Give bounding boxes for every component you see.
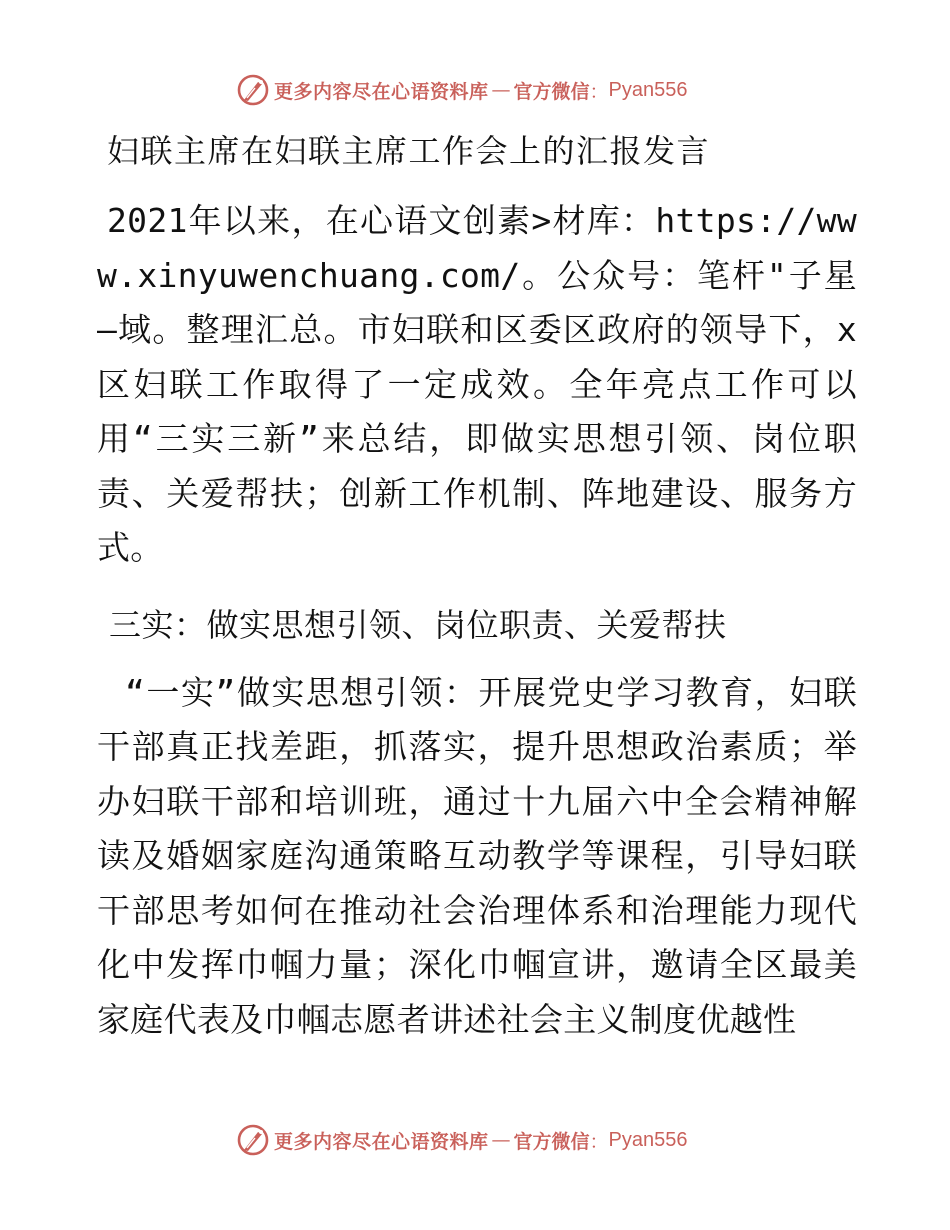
watermark-colon: ：: [589, 80, 609, 103]
header-watermark: [236, 72, 688, 108]
section-heading: 三实：做实思想引领、岗位职责、关爱帮扶: [109, 605, 727, 644]
watermark-account: Pyan556: [608, 78, 688, 101]
watermark-separator: —: [491, 1129, 511, 1151]
watermark-account: Pyan556: [608, 1128, 688, 1151]
watermark-separator: —: [491, 79, 511, 101]
watermark-slogan: 更多内容尽在心语资料库: [274, 80, 489, 103]
quill-logo-icon: [236, 1123, 270, 1157]
watermark-wechat-label: 官方微信: [513, 80, 590, 103]
document-title: 妇联主席在妇联主席工作会上的汇报发言: [107, 132, 711, 170]
watermark-wechat-label: 官方微信: [513, 1130, 590, 1153]
document-body: [97, 120, 857, 1047]
quill-logo-icon: [236, 73, 270, 107]
paragraph-first-point: “一实”做实思想引领：开展党史学习教育，妇联干部真正找差距，抓落实，提升思想政治素质；举办妇联干部和培训班，通过十九届六中全会精神解读及婚姻家庭沟通策略互动教学等课程，引导妇联干部思考如何在推动社会治理体系和治理能力现代化中发挥巾帼力量；深化巾帼宣讲，邀请全区最美家庭代表及巾帼志愿者讲述社会主义制度优越性: [97, 672, 857, 1039]
watermark-slogan: 更多内容尽在心语资料库: [274, 1130, 489, 1153]
watermark-colon: ：: [589, 1130, 609, 1153]
paragraph-intro: 2021年以来，在心语文创素>材库：https://www.xinyuwenchuang.com/。公众号：笔杆"子星—域。整理汇总。市妇联和区委区政府的领导下，x区妇联工作取得了一定成效。全年亮点工作可以用“三实三新”来总结，即做实思想引领、岗位职责、关爱帮扶；创新工作机制、阵地建设、服务方式。: [97, 201, 857, 567]
footer-watermark: [236, 1122, 688, 1158]
